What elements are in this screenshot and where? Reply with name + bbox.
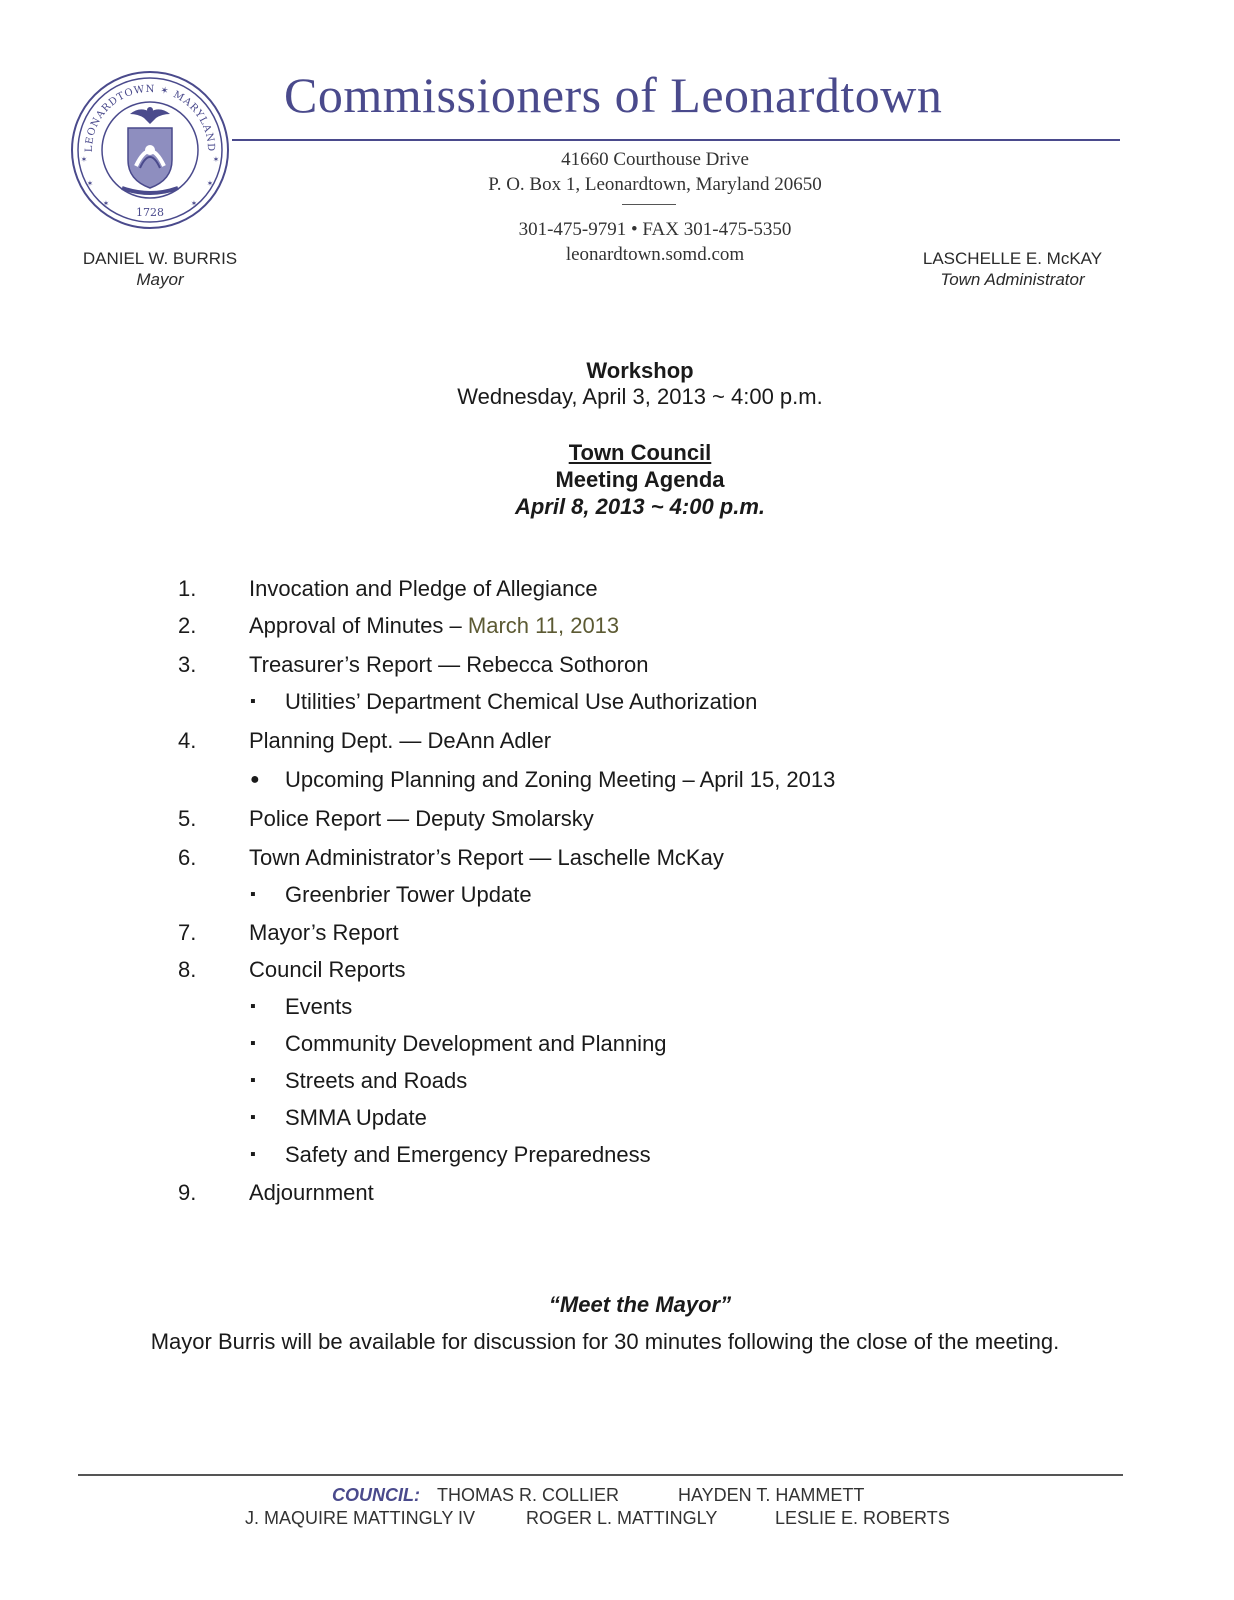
council-title: Town Council bbox=[568, 440, 712, 465]
item-text-wrap bbox=[249, 613, 619, 639]
council-member: THOMAS R. COLLIER bbox=[437, 1485, 620, 1505]
administrator-title: Town Administrator bbox=[940, 270, 1085, 289]
item-number: 6. bbox=[178, 845, 197, 870]
item-text: Police Report — Deputy Smolarsky bbox=[249, 806, 594, 831]
item-text: Town Administrator’s Report — Laschelle McKay bbox=[249, 845, 724, 870]
town-seal-icon bbox=[70, 70, 230, 230]
item-text: Invocation and Pledge of Allegiance bbox=[249, 576, 598, 601]
title-rule bbox=[232, 139, 1120, 141]
item-text: Adjournment bbox=[249, 1180, 374, 1205]
item-text: Council Reports bbox=[249, 957, 406, 982]
subitem-text: Greenbrier Tower Update bbox=[285, 882, 532, 907]
square-bullet-icon: ▪ bbox=[250, 1072, 256, 1089]
square-bullet-icon: ▪ bbox=[250, 1035, 256, 1052]
item-text: Mayor’s Report bbox=[249, 920, 399, 945]
council-member: J. MAQUIRE MATTINGLY IV bbox=[245, 1508, 476, 1528]
subitem-text: Events bbox=[285, 994, 353, 1019]
administrator-name: LASCHELLE E. McKAY bbox=[922, 249, 1103, 268]
workshop-title: Workshop bbox=[586, 358, 694, 383]
svg-text:✶: ✶ bbox=[102, 199, 110, 208]
item-number: 3. bbox=[178, 652, 197, 677]
mayor-name: DANIEL W. BURRIS bbox=[82, 249, 238, 268]
square-bullet-icon: ▪ bbox=[250, 1146, 256, 1163]
svg-text:✶: ✶ bbox=[212, 155, 220, 164]
website-link[interactable]: leonardtown.somd.com bbox=[565, 244, 745, 265]
council-member: HAYDEN T. HAMMETT bbox=[678, 1485, 865, 1505]
meet-mayor-body: Mayor Burris will be available for discussion for 30 minutes following the close of the meeting. bbox=[150, 1329, 1060, 1354]
svg-text:✶: ✶ bbox=[190, 199, 198, 208]
council-member: LESLIE E. ROBERTS bbox=[775, 1508, 950, 1528]
svg-text:✶: ✶ bbox=[86, 179, 94, 188]
item-number: 1. bbox=[178, 576, 197, 601]
svg-text:✶: ✶ bbox=[206, 179, 214, 188]
phone-fax: 301-475-9791 • FAX 301-475-5350 bbox=[518, 219, 792, 240]
minutes-date-link[interactable]: March 11, 2013 bbox=[467, 613, 620, 638]
item-number: 2. bbox=[178, 613, 197, 638]
subitem-text: Streets and Roads bbox=[285, 1068, 468, 1093]
square-bullet-icon: ▪ bbox=[250, 693, 256, 710]
square-bullet-icon: ▪ bbox=[250, 886, 256, 903]
subitem-text: SMMA Update bbox=[285, 1105, 427, 1130]
address-line-2: P. O. Box 1, Leonardtown, Maryland 20650 bbox=[488, 174, 822, 195]
item-text: Approval of Minutes – bbox=[249, 613, 468, 638]
square-bullet-icon: ▪ bbox=[250, 998, 256, 1015]
council-label: COUNCIL: bbox=[332, 1485, 420, 1505]
footer-rule bbox=[78, 1474, 1123, 1476]
mayor-title: Mayor bbox=[136, 270, 184, 289]
item-text: Planning Dept. — DeAnn Adler bbox=[249, 728, 552, 753]
agenda-date: April 8, 2013 ~ 4:00 p.m. bbox=[514, 494, 766, 519]
address-divider bbox=[622, 204, 676, 205]
item-number: 4. bbox=[178, 728, 197, 753]
seal-top-text: LEONARDTOWN ✶ MARYLAND bbox=[83, 83, 217, 153]
seal-year: 1728 bbox=[136, 206, 164, 219]
org-title: Commissioners of Leonardtown bbox=[284, 67, 943, 123]
item-number: 9. bbox=[178, 1180, 197, 1205]
item-number: 5. bbox=[178, 806, 197, 831]
item-number: 8. bbox=[178, 957, 197, 982]
administrator-block bbox=[895, 248, 1130, 290]
round-bullet-icon: ● bbox=[250, 771, 260, 788]
svg-text:✶: ✶ bbox=[80, 155, 88, 164]
council-member: ROGER L. MATTINGLY bbox=[526, 1508, 718, 1528]
item-text: Treasurer’s Report — Rebecca Sothoron bbox=[249, 652, 649, 677]
agenda-title: Meeting Agenda bbox=[555, 467, 725, 492]
subitem-text: Upcoming Planning and Zoning Meeting – April 15, 2013 bbox=[285, 767, 836, 792]
subitem-text: Safety and Emergency Preparedness bbox=[285, 1142, 651, 1167]
mayor-block bbox=[60, 248, 260, 290]
address-line-1: 41660 Courthouse Drive bbox=[561, 149, 749, 170]
item-number: 7. bbox=[178, 920, 197, 945]
council-heading bbox=[0, 440, 1234, 466]
square-bullet-icon: ▪ bbox=[250, 1109, 256, 1126]
workshop-datetime: Wednesday, April 3, 2013 ~ 4:00 p.m. bbox=[457, 384, 823, 409]
subitem-text: Utilities’ Department Chemical Use Authorization bbox=[285, 689, 758, 714]
subitem-text: Community Development and Planning bbox=[285, 1031, 667, 1056]
meet-mayor-title: “Meet the Mayor” bbox=[548, 1292, 732, 1317]
